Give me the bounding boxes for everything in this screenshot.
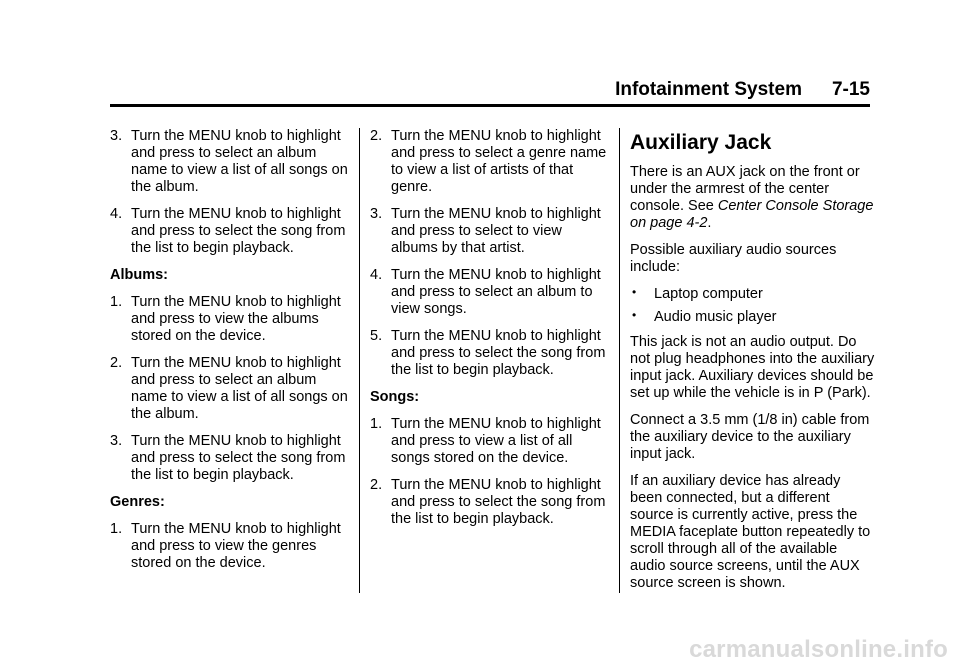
- step-item: 1. Turn the MENU knob to highlight and press to view a list of all songs stored on the device.: [370, 416, 601, 466]
- watermark: carmanualsonline.info: [689, 636, 948, 663]
- step-item: 3. Turn the MENU knob to highlight and press to select an album name to view a list of all songs on the album.: [110, 128, 348, 195]
- step-item: 2. Turn the MENU knob to highlight and press to select the song from the list to begin playback.: [370, 477, 606, 527]
- column-1: [110, 128, 350, 582]
- auxiliary-jack-heading: Auxiliary Jack: [630, 131, 772, 154]
- step-item: 2. Turn the MENU knob to highlight and press to select an album name to view a list of all songs on the album.: [110, 355, 348, 422]
- albums-steps: [110, 294, 350, 484]
- list-item: • Laptop computer: [632, 285, 763, 302]
- column-2: [370, 128, 610, 538]
- step-item: 1. Turn the MENU knob to highlight and press to view the albums stored on the device.: [110, 294, 341, 344]
- step-item: 3. Turn the MENU knob to highlight and press to select to view albums by that artist.: [370, 206, 601, 256]
- bullet-icon: •: [632, 285, 637, 299]
- aux-sources-paragraph: Possible auxiliary audio sources include:: [630, 242, 837, 275]
- songs-steps: [370, 416, 610, 528]
- bullet-icon: •: [632, 308, 637, 322]
- step-item: 4. Turn the MENU knob to highlight and press to select an album to view songs.: [370, 267, 601, 317]
- section-title: Infotainment System: [615, 79, 802, 100]
- list-item: • Audio music player: [632, 308, 777, 325]
- header-rule: [110, 104, 870, 107]
- step-item: 2. Turn the MENU knob to highlight and press to select a genre name to view a list of artists of that genre.: [370, 128, 607, 195]
- genres-steps-continued: [370, 128, 610, 379]
- aux-media-paragraph: If an auxiliary device has already been connected, but a different source is currently active, press the MEDIA faceplate button repeatedly to scroll through all of the available audio source screens, until the AUX source screen is shown.: [630, 473, 871, 591]
- column-divider-1: [359, 128, 360, 593]
- step-item: 5. Turn the MENU knob to highlight and press to select the song from the list to begin playback.: [370, 328, 606, 378]
- albums-heading: Albums:: [110, 267, 168, 283]
- genres-steps: [110, 521, 350, 572]
- step-item: 4. Turn the MENU knob to highlight and press to select the song from the list to begin playback.: [110, 206, 346, 256]
- page-number: 7-15: [831, 79, 870, 100]
- steps-list-continued: [110, 128, 350, 257]
- cross-reference: Center Console Storage on page 4-2: [630, 198, 874, 231]
- aux-connect-paragraph: Connect a 3.5 mm (1/8 in) cable from the auxiliary device to the auxiliary input jack.: [630, 412, 870, 462]
- page-header: [110, 78, 870, 102]
- column-divider-2: [619, 128, 620, 593]
- aux-note-paragraph: This jack is not an audio output. Do not plug headphones into the auxiliary input jack. Auxiliary devices should be set up while the vehicle is in P (Park).: [630, 334, 875, 401]
- step-item: 1. Turn the MENU knob to highlight and press to view the genres stored on the device.: [110, 521, 341, 571]
- aux-intro-paragraph: There is an AUX jack on the front or under the armrest of the center console. See Center Console Storage on page 4-2.: [630, 164, 874, 231]
- songs-heading: Songs:: [370, 389, 420, 405]
- aux-sources-list: [630, 286, 875, 326]
- step-item: 3. Turn the MENU knob to highlight and press to select the song from the list to begin playback.: [110, 433, 346, 483]
- column-3: [630, 128, 875, 602]
- genres-heading: Genres:: [110, 494, 165, 510]
